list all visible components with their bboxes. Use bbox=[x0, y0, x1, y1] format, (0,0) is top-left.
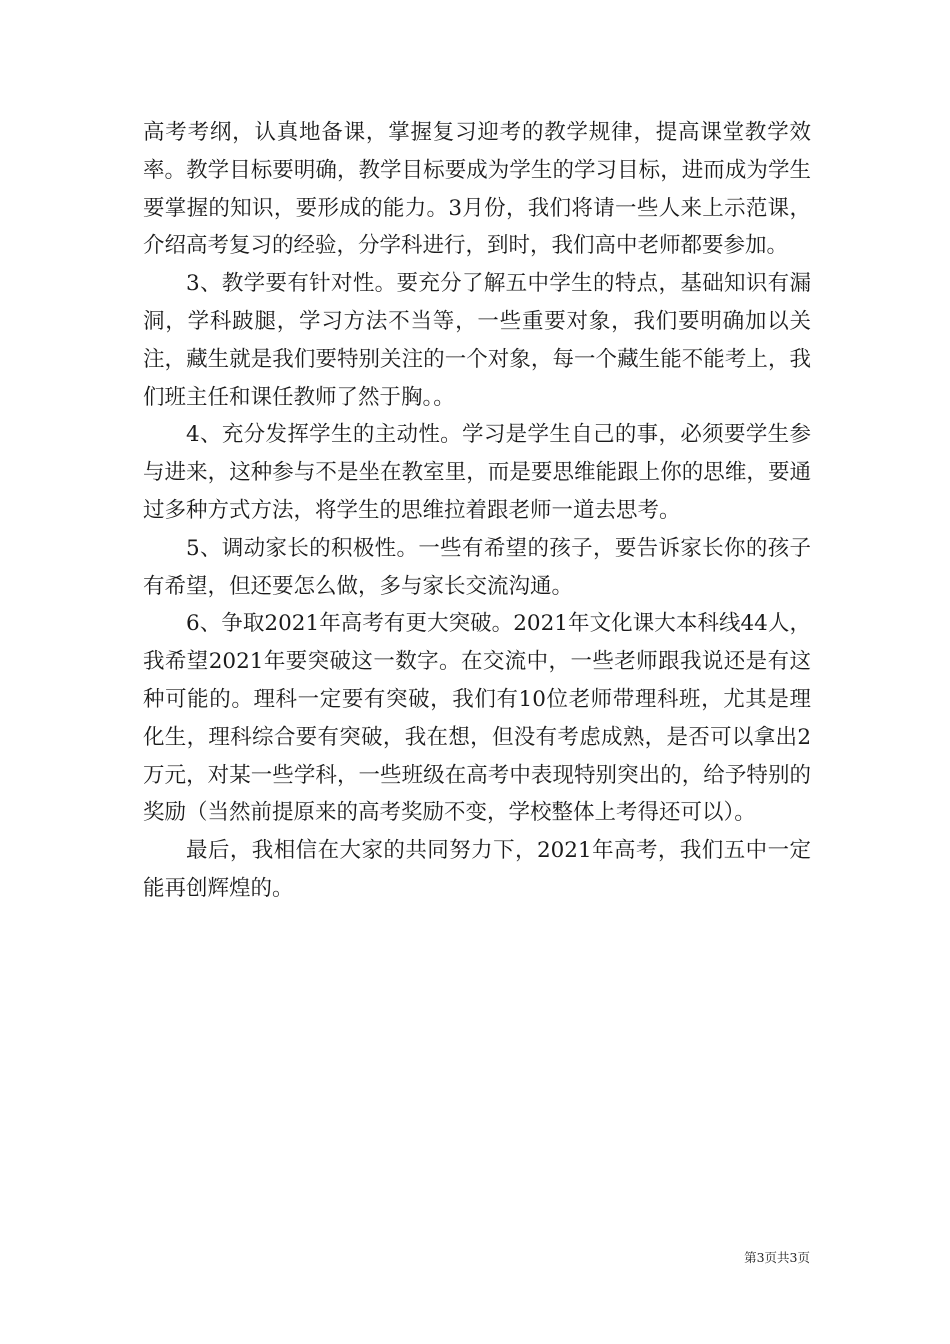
paragraph-continuation: 高考考纲，认真地备课，掌握复习迎考的教学规律，提高课堂教学效率。教学目标要明确，教学目标要成为学生的学习目标，进而成为学生要掌握的知识，要形成的能力。3月份，我们将请一些人来上示范课，介绍高考复习的经验，分学科进行，到时，我们高中老师都要参加。 bbox=[143, 120, 811, 259]
paragraph-item-3: 3、教学要有针对性。要充分了解五中学生的特点，基础知识有漏洞，学科跛腿，学习方法不当等，一些重要对象，我们要明确加以关注，藏生就是我们要特别关注的一个对象，每一个藏生能不能考上，我们班主任和课任教师了然于胸。。 bbox=[143, 271, 811, 410]
paragraph-item-6: 6、争取2021年高考有更大突破。2021年文化课大本科线44人，我希望2021年要突破这一数字。在交流中，一些老师跟我说还是有这种可能的。理科一定要有突破，我们有10位老师带理科班，尤其是理化生，理科综合要有突破，我在想，但没有考虑成熟，是否可以拿出2万元，对某一些学科，一些班级在高考中表现特别突出的，给予特别的奖励（当然前提原来的高考奖励不变，学校整体上考得还可以）。 bbox=[143, 611, 811, 826]
paragraph-item-4: 4、充分发挥学生的主动性。学习是学生自己的事，必须要学生参与进来，这种参与不是坐在教室里，而是要思维能跟上你的思维，要通过多种方式方法，将学生的思维拉着跟老师一道去思考。 bbox=[143, 422, 811, 523]
page-number-footer: 第3页共3页 bbox=[744, 1250, 810, 1265]
paragraph-item-5: 5、调动家长的积极性。一些有希望的孩子，要告诉家长你的孩子有希望，但还要怎么做，多与家长交流沟通。 bbox=[143, 535, 811, 599]
paragraph-conclusion: 最后，我相信在大家的共同努力下，2021年高考，我们五中一定能再创辉煌的。 bbox=[143, 838, 811, 901]
document-body bbox=[143, 114, 811, 908]
